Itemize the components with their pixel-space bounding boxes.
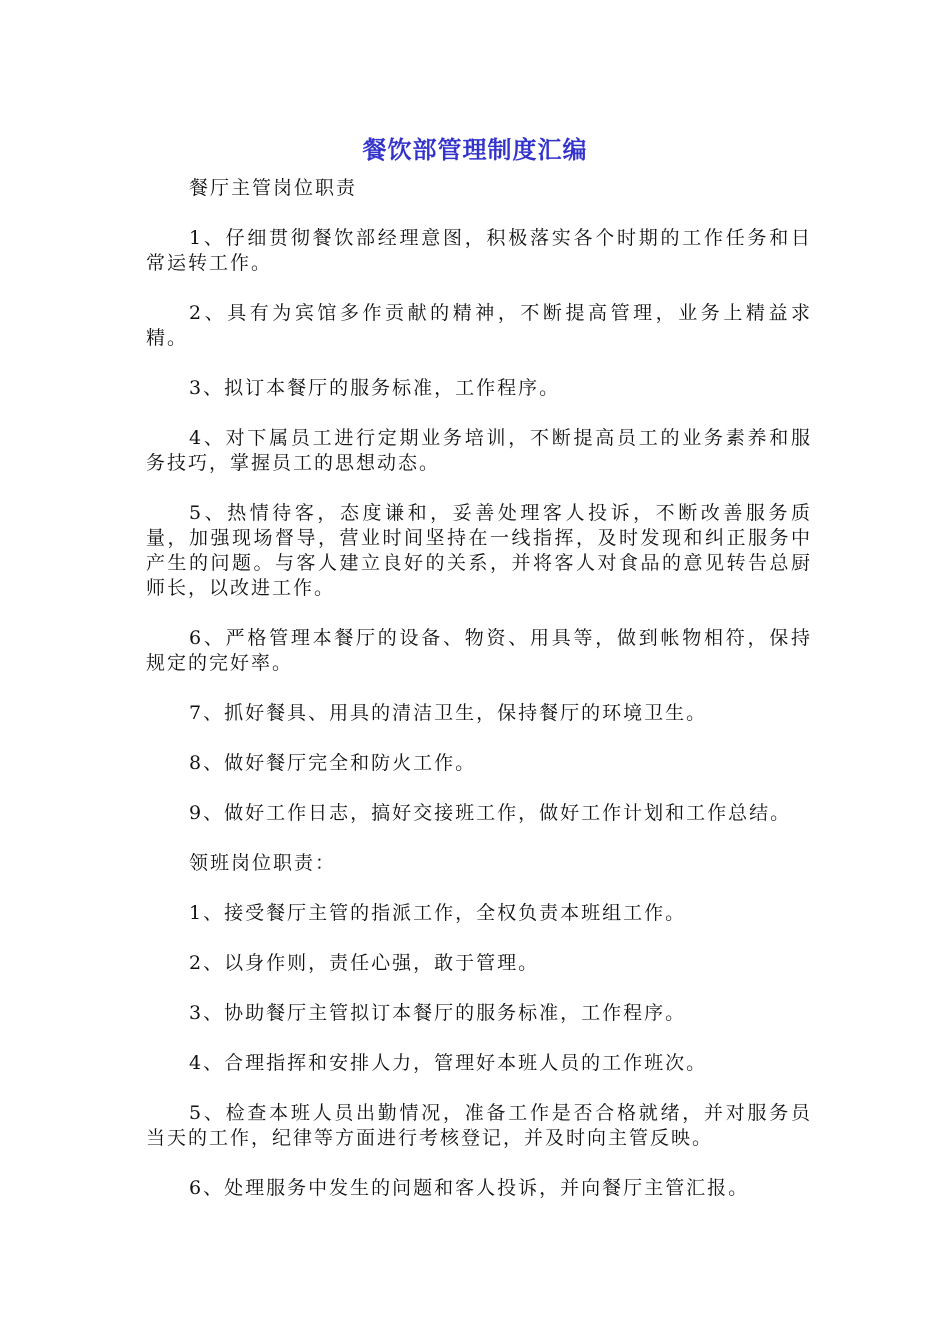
paragraph: 6、处理服务中发生的问题和客人投诉，并向餐厅主管汇报。: [189, 1177, 750, 1199]
paragraph: 3、拟订本餐厅的服务标准，工作程序。: [189, 377, 561, 399]
paragraph: 1、接受餐厅主管的指派工作，全权负责本班组工作。: [189, 902, 687, 924]
paragraph: 3、协助餐厅主管拟订本餐厅的服务标准，工作程序。: [189, 1002, 687, 1024]
paragraph: 4、对下属员工进行定期业务培训，不断提高员工的业务素养和服务技巧，掌握员工的思想动态。: [146, 427, 812, 474]
paragraph: 7、抓好餐具、用具的清洁卫生，保持餐厅的环境卫生。: [189, 702, 708, 724]
paragraph: 1、仔细贯彻餐饮部经理意图，积极落实各个时期的工作任务和日常运转工作。: [146, 227, 812, 274]
section-heading-supervisor: 餐厅主管岗位职责: [189, 177, 358, 199]
paragraph: 8、做好餐厅完全和防火工作。: [189, 752, 477, 774]
paragraph: 2、以身作则，责任心强，敢于管理。: [189, 952, 540, 974]
document-title: 餐饮部管理制度汇编: [362, 136, 588, 164]
paragraph: 9、做好工作日志，搞好交接班工作，做好工作计划和工作总结。: [189, 802, 792, 824]
paragraph: 2、具有为宾馆多作贡献的精神，不断提高管理，业务上精益求精。: [146, 302, 812, 349]
paragraph: 4、合理指挥和安排人力，管理好本班人员的工作班次。: [189, 1052, 708, 1074]
document-body: [146, 176, 812, 1201]
paragraph: 5、检查本班人员出勤情况，准备工作是否合格就绪，并对服务员当天的工作，纪律等方面进行考核登记，并及时向主管反映。: [146, 1102, 812, 1149]
section-heading-team-leader: 领班岗位职责：: [189, 852, 337, 874]
paragraph: 5、热情待客，态度谦和，妥善处理客人投诉，不断改善服务质量，加强现场督导，营业时间坚持在一线指挥，及时发现和纠正服务中产生的问题。与客人建立良好的关系，并将客人对食品的意见转告总厨师长，以改进工作。: [146, 502, 812, 599]
paragraph: 6、严格管理本餐厅的设备、物资、用具等，做到帐物相符，保持规定的完好率。: [146, 627, 812, 674]
